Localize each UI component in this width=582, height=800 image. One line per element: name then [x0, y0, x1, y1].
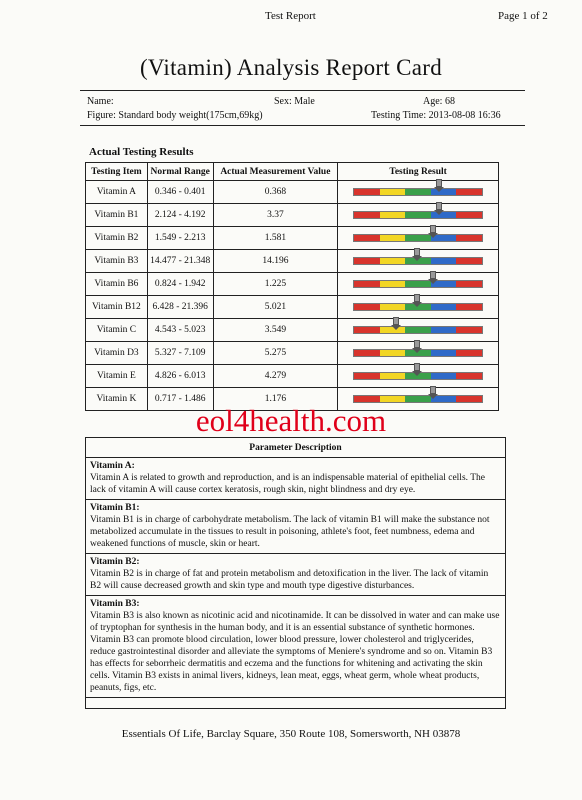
result-scale-bar	[353, 234, 483, 242]
header-testing-result: Testing Result	[338, 163, 499, 181]
result-marker-icon	[414, 363, 420, 376]
scale-segment	[456, 327, 482, 333]
parameter-item	[86, 596, 505, 698]
parameter-item	[86, 458, 505, 500]
document-title: Test Report	[265, 10, 316, 22]
cell-normal-range: 6.428 - 21.396	[147, 296, 213, 319]
cell-testing-item: Vitamin B6	[86, 273, 148, 296]
cell-normal-range: 5.327 - 7.109	[147, 342, 213, 365]
cell-normal-range: 14.477 - 21.348	[147, 250, 213, 273]
scale-segment	[354, 281, 380, 287]
cell-testing-result	[338, 365, 499, 388]
cell-actual-value: 0.368	[213, 181, 338, 204]
result-marker-icon	[414, 340, 420, 353]
result-scale-bar	[353, 395, 483, 403]
cell-actual-value: 3.37	[213, 204, 338, 227]
scale-segment	[431, 304, 457, 310]
cell-actual-value: 1.176	[213, 388, 338, 411]
info-bottom-rule	[80, 125, 525, 126]
cell-testing-item: Vitamin E	[86, 365, 148, 388]
scale-segment	[380, 281, 406, 287]
cell-normal-range: 1.549 - 2.213	[147, 227, 213, 250]
cell-testing-result	[338, 181, 499, 204]
parameter-item	[86, 500, 505, 554]
cell-actual-value: 5.021	[213, 296, 338, 319]
scale-segment	[405, 327, 431, 333]
scale-segment	[380, 304, 406, 310]
table-row	[86, 365, 499, 388]
scale-segment	[456, 350, 482, 356]
cell-actual-value: 1.225	[213, 273, 338, 296]
scale-segment	[380, 235, 406, 241]
results-section-title: Actual Testing Results	[89, 146, 194, 158]
header-testing-item: Testing Item	[86, 163, 148, 181]
result-marker-icon	[436, 202, 442, 215]
cell-normal-range: 4.826 - 6.013	[147, 365, 213, 388]
parameter-heading: Vitamin B3:	[90, 599, 140, 609]
result-scale-bar	[353, 326, 483, 334]
report-title: (Vitamin) Analysis Report Card	[139, 55, 443, 80]
scale-segment	[380, 212, 406, 218]
table-row	[86, 273, 499, 296]
scale-segment	[354, 373, 380, 379]
cell-testing-result	[338, 342, 499, 365]
result-marker-icon	[436, 179, 442, 192]
scale-segment	[354, 189, 380, 195]
scale-segment	[354, 327, 380, 333]
sex-field: Sex: Male	[274, 96, 315, 107]
header-normal-range: Normal Range	[147, 163, 213, 181]
result-marker-icon	[430, 225, 436, 238]
scale-segment	[380, 258, 406, 264]
parameter-text: Vitamin B1 is in charge of carbohydrate metabolism. The lack of vitamin B1 will make the substance not metabolized accumulate in the tissues to result in poisoning, athlete's foot, feet numbness, edema and weakened functions of muscle, skin or heart.	[90, 515, 490, 549]
scale-segment	[405, 396, 431, 402]
scale-segment	[456, 189, 482, 195]
scale-segment	[456, 212, 482, 218]
result-scale-bar	[353, 188, 483, 196]
cell-testing-item: Vitamin B1	[86, 204, 148, 227]
cell-normal-range: 2.124 - 4.192	[147, 204, 213, 227]
cell-normal-range: 0.346 - 0.401	[147, 181, 213, 204]
scale-segment	[405, 212, 431, 218]
cell-actual-value: 1.581	[213, 227, 338, 250]
name-label: Name:	[87, 96, 114, 107]
result-marker-icon	[414, 248, 420, 261]
results-table	[85, 162, 499, 411]
scale-segment	[456, 373, 482, 379]
parameter-heading: Vitamin B1:	[90, 503, 140, 513]
parameter-text: Vitamin A is related to growth and reproduction, and is an indispensable material of epithelial cells. The lack of vitamin A will cause cortex keratosis, rough skin, night blindness and dry eye.	[90, 473, 485, 495]
cell-testing-item: Vitamin B2	[86, 227, 148, 250]
cell-testing-result	[338, 250, 499, 273]
results-header-row	[86, 163, 499, 181]
age-field: Age: 68	[423, 96, 455, 107]
cell-testing-result	[338, 273, 499, 296]
cell-actual-value: 14.196	[213, 250, 338, 273]
scale-segment	[456, 281, 482, 287]
cell-testing-result	[338, 319, 499, 342]
scale-segment	[456, 258, 482, 264]
scale-segment	[405, 189, 431, 195]
cell-actual-value: 4.279	[213, 365, 338, 388]
scale-segment	[354, 350, 380, 356]
scale-segment	[380, 373, 406, 379]
cell-normal-range: 0.717 - 1.486	[147, 388, 213, 411]
parameter-heading: Vitamin B2:	[90, 557, 140, 567]
parameter-list	[86, 458, 505, 698]
scale-segment	[431, 258, 457, 264]
table-row	[86, 227, 499, 250]
header-actual-value: Actual Measurement Value	[213, 163, 338, 181]
table-row	[86, 319, 499, 342]
scale-segment	[354, 212, 380, 218]
watermark: eol4health.com	[195, 403, 387, 438]
cell-testing-result	[338, 227, 499, 250]
result-marker-icon	[430, 386, 436, 399]
result-scale-bar	[353, 349, 483, 357]
scale-segment	[354, 396, 380, 402]
scale-segment	[431, 373, 457, 379]
cell-testing-item: Vitamin B3	[86, 250, 148, 273]
cell-testing-item: Vitamin D3	[86, 342, 148, 365]
parameter-item	[86, 554, 505, 596]
cell-normal-range: 4.543 - 5.023	[147, 319, 213, 342]
scale-segment	[405, 235, 431, 241]
result-scale-bar	[353, 257, 483, 265]
cell-normal-range: 0.824 - 1.942	[147, 273, 213, 296]
figure-field: Figure: Standard body weight(175cm,69kg)	[87, 110, 263, 121]
scale-segment	[354, 304, 380, 310]
scale-segment	[380, 189, 406, 195]
scale-segment	[405, 281, 431, 287]
scale-segment	[380, 350, 406, 356]
footer-address: Essentials Of Life, Barclay Square, 350 Route 108, Somersworth, NH 03878	[121, 728, 461, 740]
scale-segment	[456, 235, 482, 241]
result-scale-bar	[353, 303, 483, 311]
parameter-text: Vitamin B3 is also known as nicotinic acid and nicotinamide. It can be dissolved in water and can make use of tryptophan for synthesis in the human body, and it is an essential substance of synthetic hormones. Vitamin B3 can promote blood circulation, lower blood pressure, lower cholesterol and triglycerides, reduce gastrointestinal disorder and alleviate the symptoms of Meniere's syndrome and so on. Vitamin B3 has effects for seborrheic dermatitis and eczema and the functions for whitening and activating the skin cells. Vitamin B3 exists in animal livers, kidneys, lean meat, eggs, wheat germ, whole wheat products, peanuts, figs, etc.	[90, 611, 500, 693]
scale-segment	[431, 327, 457, 333]
result-marker-icon	[414, 294, 420, 307]
parameter-heading: Vitamin A:	[90, 461, 135, 471]
page-number: Page 1 of 2	[498, 10, 548, 22]
table-row	[86, 296, 499, 319]
scale-segment	[456, 396, 482, 402]
info-top-rule	[80, 90, 525, 91]
cell-testing-item: Vitamin K	[86, 388, 148, 411]
result-scale-bar	[353, 372, 483, 380]
result-marker-icon	[393, 317, 399, 330]
cell-testing-item: Vitamin A	[86, 181, 148, 204]
table-row	[86, 250, 499, 273]
parameter-title: Parameter Description	[86, 438, 505, 458]
table-row	[86, 181, 499, 204]
result-scale-bar	[353, 280, 483, 288]
parameter-description	[85, 437, 506, 709]
cell-actual-value: 5.275	[213, 342, 338, 365]
cell-testing-item: Vitamin C	[86, 319, 148, 342]
scale-segment	[456, 304, 482, 310]
result-marker-icon	[430, 271, 436, 284]
cell-actual-value: 3.549	[213, 319, 338, 342]
testing-time-field: Testing Time: 2013-08-08 16:36	[371, 110, 501, 121]
cell-testing-item: Vitamin B12	[86, 296, 148, 319]
scale-segment	[380, 396, 406, 402]
cell-testing-result	[338, 204, 499, 227]
table-row	[86, 204, 499, 227]
scale-segment	[354, 258, 380, 264]
result-scale-bar	[353, 211, 483, 219]
table-row	[86, 342, 499, 365]
parameter-text: Vitamin B2 is in charge of fat and protein metabolism and detoxification in the liver. The lack of vitamin B2 will cause decreased growth and skin type and mouth type digestive disturbances.	[90, 569, 489, 591]
cell-testing-result	[338, 296, 499, 319]
scale-segment	[431, 350, 457, 356]
scale-segment	[354, 235, 380, 241]
